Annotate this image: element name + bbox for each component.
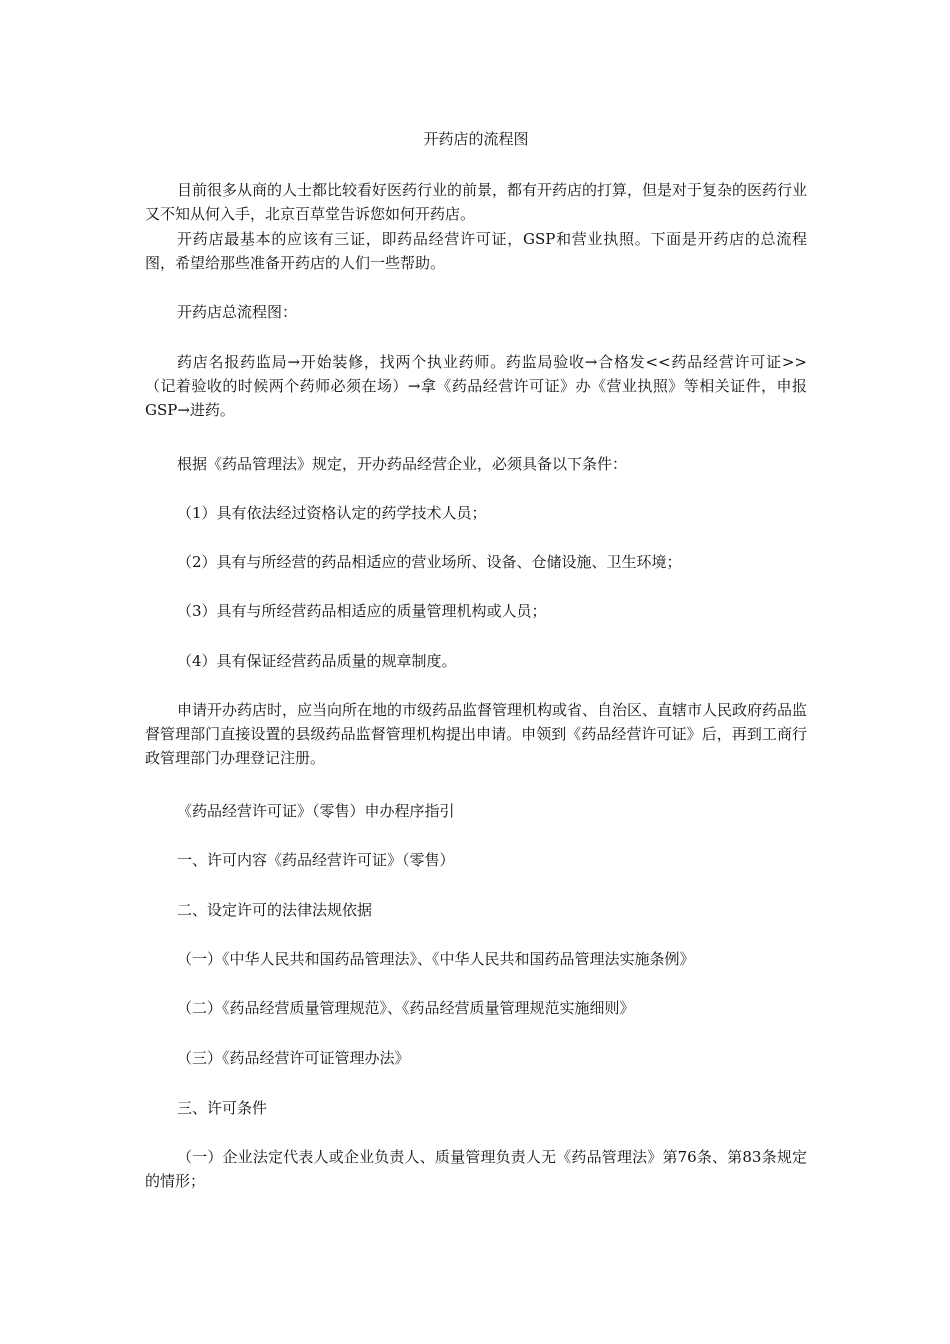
- section-heading-1: 一、许可内容《药品经营许可证》（零售）: [177, 851, 455, 869]
- flowchart-steps-paragraph: 药店名报药监局→开始装修，找两个执业药师。药监局验收→合格发<<药品经营许可证>>（记着验收的时候两个药师必须在场）→拿《药品经营许可证》办《营业执照》等相关证件，申报GSP→进药。: [145, 353, 807, 419]
- section-heading-3: 三、许可条件: [177, 1099, 268, 1117]
- condition-item-3: （3）具有与所经营药品相适应的质量管理机构或人员；: [177, 602, 547, 620]
- legal-basis-item-1: （一）《中华人民共和国药品管理法》、《中华人民共和国药品管理法实施条例》: [177, 950, 695, 968]
- intro-paragraph: 目前很多从商的人士都比较看好医药行业的前景，都有开药店的打算，但是对于复杂的医药行业又不知从何入手，北京百草堂告诉您如何开药店。: [145, 181, 808, 223]
- section-heading-2: 二、设定许可的法律法规依据: [177, 901, 373, 919]
- license-condition-item-1: （一）企业法定代表人或企业负责人、质量管理负责人无《药品管理法》第76条、第83条规定的情形；: [145, 1148, 807, 1190]
- application-paragraph: 申请开办药店时，应当向所在地的市级药品监督管理机构或省、自治区、直辖市人民政府药品监督管理部门直接设置的县级药品监督管理机构提出申请。申领到《药品经营许可证》后，再到工商行政管理部门办理登记注册。: [145, 701, 808, 767]
- document-title: 开药店的流程图: [423, 130, 529, 148]
- three-certificates-paragraph: 开药店最基本的应该有三证，即药品经营许可证，GSP和营业执照。下面是开药店的总流程图，希望给那些准备开药店的人们一些帮助。: [145, 230, 807, 272]
- conditions-intro-paragraph: 根据《药品管理法》规定，开办药品经营企业，必须具备以下条件：: [177, 455, 628, 473]
- guide-heading: 《药品经营许可证》（零售）申办程序指引: [177, 802, 455, 820]
- condition-item-1: （1）具有依法经过资格认定的药学技术人员；: [177, 504, 487, 522]
- flowchart-heading: 开药店总流程图：: [177, 303, 298, 321]
- condition-item-2: （2）具有与所经营的药品相适应的营业场所、设备、仓储设施、卫生环境；: [177, 553, 682, 571]
- condition-item-4: （4）具有保证经营药品质量的规章制度。: [177, 652, 457, 670]
- legal-basis-item-3: （三）《药品经营许可证管理办法》: [177, 1049, 410, 1067]
- legal-basis-item-2: （二）《药品经营质量管理规范》、《药品经营质量管理规范实施细则》: [177, 999, 635, 1017]
